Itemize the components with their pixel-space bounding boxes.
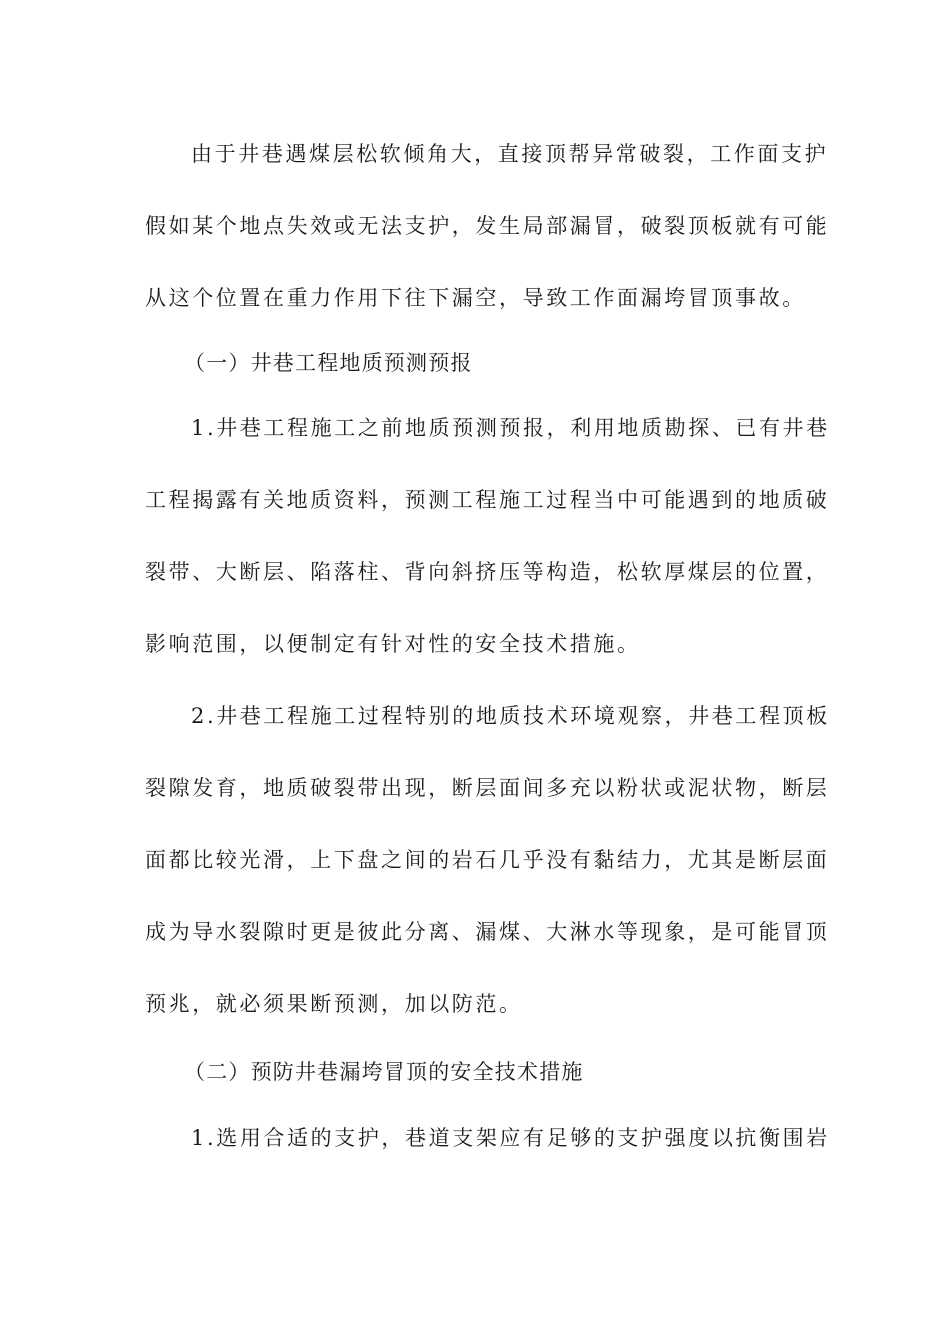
paragraph-line: 从这个位置在重力作用下往下漏空，导致工作面漏垮冒顶事故。 — [145, 286, 806, 310]
paragraph-line: 1.井巷工程施工之前地质预测预报，利用地质勘探、已有井巷 — [191, 416, 830, 440]
paragraph-line: 影响范围，以便制定有针对性的安全技术措施。 — [145, 632, 641, 656]
paragraph-line: 裂带、大断层、陷落柱、背向斜挤压等构造，松软厚煤层的位置， — [145, 560, 830, 584]
paragraph-line: 面都比较光滑，上下盘之间的岩石几乎没有黏结力，尤其是断层面 — [145, 848, 830, 872]
paragraph-line: 预兆，就必须果断预测，加以防范。 — [145, 992, 523, 1016]
paragraph-line: 假如某个地点失效或无法支护，发生局部漏冒，破裂顶板就有可能 — [145, 214, 830, 238]
paragraph-line: 由于井巷遇煤层松软倾角大，直接顶帮异常破裂，工作面支护 — [191, 142, 829, 166]
paragraph-line: 裂隙发育，地质破裂带出现，断层面间多充以粉状或泥状物，断层 — [145, 776, 830, 800]
section-heading: （一）井巷工程地质预测预报 — [184, 351, 473, 375]
section-heading: （二）预防井巷漏垮冒顶的安全技术措施 — [184, 1060, 584, 1084]
paragraph-line: 成为导水裂隙时更是彼此分离、漏煤、大淋水等现象，是可能冒顶 — [145, 920, 830, 944]
paragraph-line: 1.选用合适的支护，巷道支架应有足够的支护强度以抗衡围岩 — [191, 1126, 830, 1150]
paragraph-line: 2.井巷工程施工过程特别的地质技术环境观察，井巷工程顶板 — [191, 704, 830, 728]
paragraph-line: 工程揭露有关地质资料，预测工程施工过程当中可能遇到的地质破 — [145, 488, 830, 512]
